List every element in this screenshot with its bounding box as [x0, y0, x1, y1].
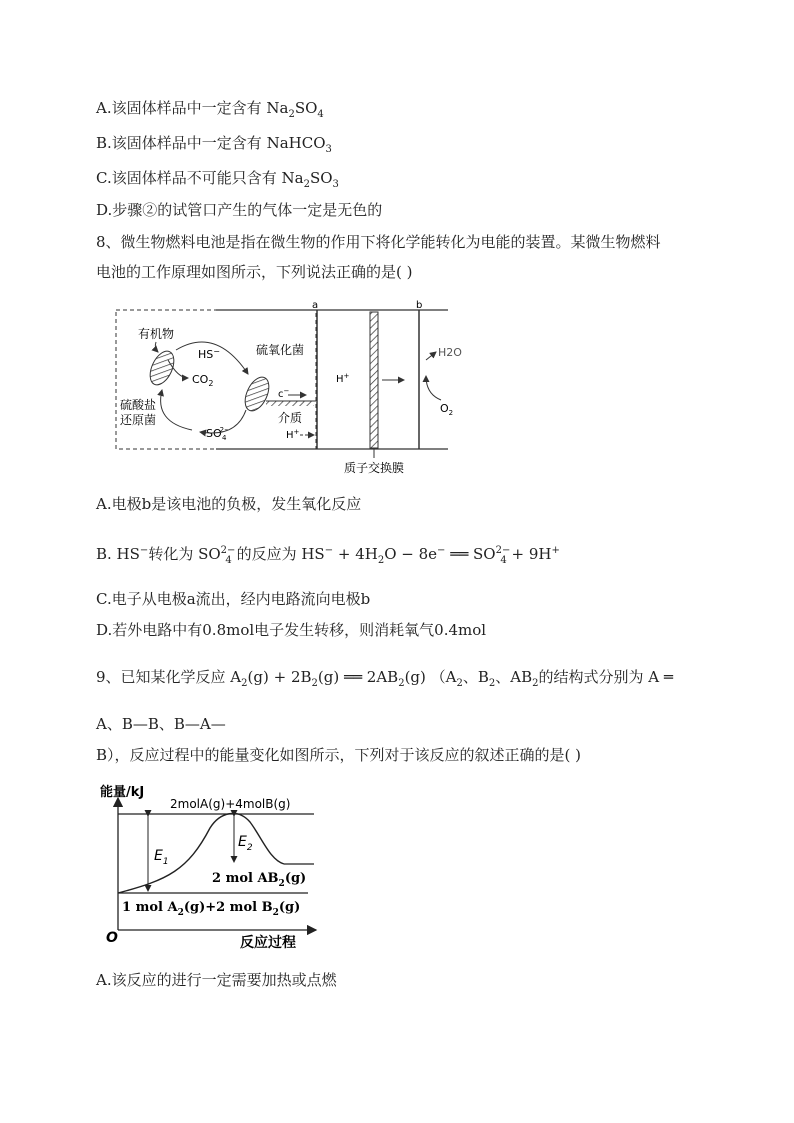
fuel-cell-diagram — [96, 298, 462, 480]
q9-stem-line3: B），反应过程中的能量变化如图所示，下列对于该反应的叙述正确的是( ) — [96, 746, 581, 764]
x-axis-label: 反应过程 — [240, 935, 296, 951]
sulfur-oxidizer-label: 硫氧化菌 — [256, 343, 305, 357]
y-axis-label: 能量/kJ — [100, 785, 145, 800]
q8-option-b: B. HS−转化为 $SO^{2-}_4$ 的反应为 $HS^- + 4H_2O - 8e^-$ ══ $SO^{2-}_4 + 9H^+$ — [96, 545, 560, 566]
q9-option-a: A.该反应的进行一定需要加热或点燃 — [96, 971, 337, 989]
organic-arrow — [155, 342, 158, 352]
q7-option-b: B.该固体样品中一定含有 NaHCO$_3$ — [96, 134, 332, 155]
oxygen-label: $O_2$ — [440, 402, 454, 417]
membrane-label: 质子交换膜 — [344, 461, 405, 475]
co2-label: $CO_2$ — [192, 373, 214, 388]
medium-bar — [266, 401, 314, 406]
sulfate-reducer-label-1: 硫酸盐 — [120, 398, 157, 412]
reactant-label: 1 mol $A_2(g)+2$ mol $B_2(g)$ — [122, 900, 301, 918]
medium-label: 介质 — [278, 411, 303, 425]
top-level-label: 2molA(g)+4molB(g) — [170, 797, 291, 811]
oxygen-arrow — [426, 376, 441, 400]
cycle-arrow-left — [161, 390, 192, 430]
q7-option-c: C.该固体样品不可能只含有 $Na_2SO_3$ — [96, 169, 339, 190]
e2-label: $E_2$ — [238, 834, 253, 853]
electrode-a-label: a — [312, 300, 319, 311]
hs-label: HS− — [198, 347, 220, 361]
organic-label: 有机物 — [138, 327, 175, 341]
electrode-b-label: b — [416, 300, 423, 311]
q8-stem-line1: 8、微生物燃料电池是指在微生物的作用下将化学能转化为电能的装置。某微生物燃料 — [96, 233, 661, 251]
q9-stem-line1: 9、已知某化学反应 $A_2(g) + 2B_2(g)$ ══ $2AB_2(g)$ （$A_2$、$B_2$、$AB_2$的结构式分别为 A ═ — [96, 668, 673, 689]
q8-option-a: A.电极b是该电池的负极，发生氧化反应 — [96, 495, 362, 513]
hplus-bottom-label: H+ — [286, 428, 300, 441]
energy-diagram — [98, 780, 328, 952]
so4-label: SO2− 4 — [206, 426, 230, 442]
hplus-label: H+ — [336, 372, 350, 385]
proton-exchange-membrane — [370, 312, 378, 448]
q9-stem-line2: A、B—B、B—A— — [96, 715, 226, 733]
e1-label: $E_1$ — [154, 848, 169, 867]
q8-option-c: C.电子从电极a流出，经内电路流向电极b — [96, 590, 371, 608]
sulfur-oxidizing-bacteria — [240, 373, 273, 414]
q8-option-d: D.若外电路中有0.8mol电子发生转移，则消耗氧气0.4mol — [96, 621, 487, 639]
q7-option-a: A.该固体样品中一定含有 $Na_2SO_4$ — [96, 99, 324, 120]
q7-option-d: D.步骤②的试管口产生的气体一定是无色的 — [96, 201, 383, 219]
electron-label: c− — [278, 387, 290, 400]
sulfate-reducer-label-2: 还原菌 — [120, 413, 157, 427]
water-label: H2O — [438, 346, 462, 359]
origin-label: O — [106, 930, 118, 946]
q8-stem-line2: 电池的工作原理如图所示，下列说法正确的是( ) — [96, 263, 413, 281]
product-label: 2 mol $AB_2(g)$ — [212, 871, 307, 889]
